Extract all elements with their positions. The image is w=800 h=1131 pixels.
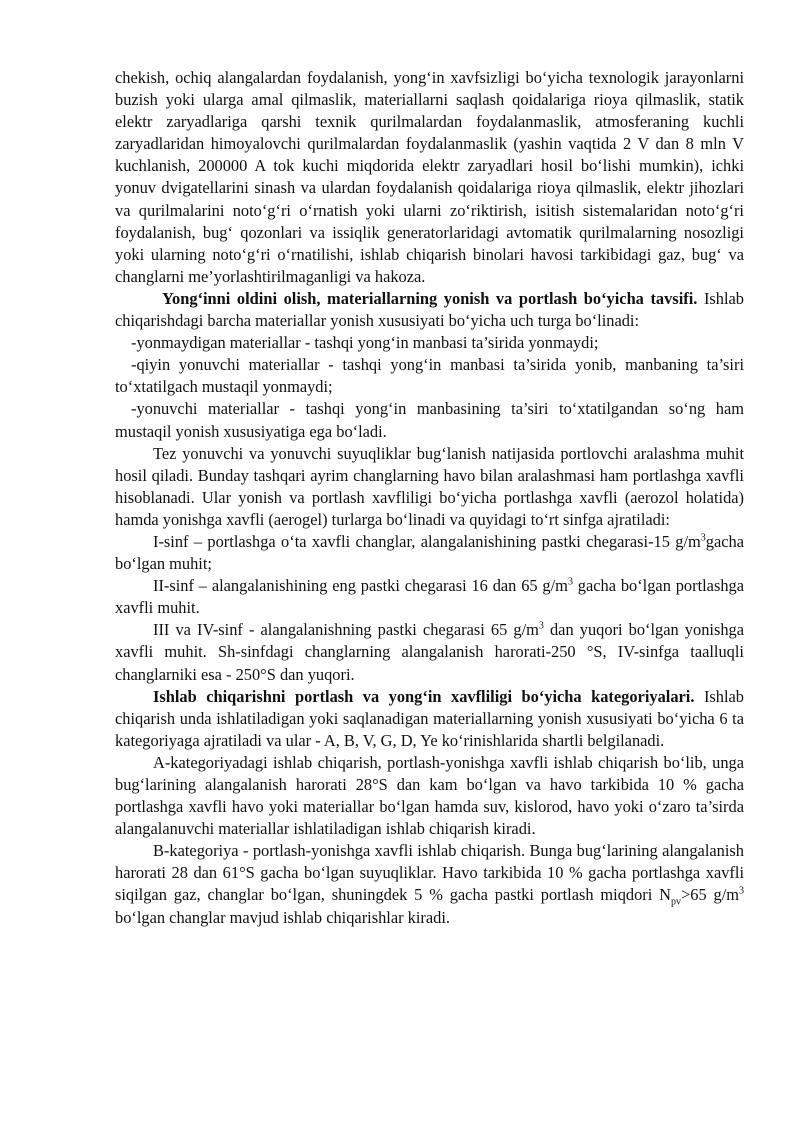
- class-item-3-tail: dan yuqori bo‘lgan yonishga xavfli muhit. Sh-sinfdagi changlarning alangalanish harorati-250 °S, IV-sinfga taalluqli changlarniki esa - 250°S dan yuqori.: [115, 620, 744, 684]
- category-b-text-2: >65 g/m: [681, 885, 739, 905]
- category-b-text: B-kategoriya - portlash-yonishga xavfli ishlab chiqarish. Bunga bug‘larining alangalanish harorati 28 dan 61°S gacha bo‘lgan suyuqliklar. Havo tarkibida 10 % gacha portlashga xavfli siqilgan gaz, changlar bo‘lgan, shuningdek 5 % gacha pastki portlash miqdori N: [115, 841, 744, 905]
- superscript: 3: [739, 886, 744, 897]
- class-item-2-text: II-sinf – alangalanishining eng pastki chegarasi 16 dan 65 g/m: [153, 576, 568, 596]
- section-heading-categories: Ishlab chiqarishni portlash va yong‘in xavfliligi bo‘yicha kategoriyalari.: [153, 686, 695, 706]
- paragraph-category-a: A-kategoriyadagi ishlab chiqarish, portlash-yonishga xavfli ishlab chiqarish bo‘lib, unga bug‘larining alangalanish harorati 28°S dan kam bo‘lgan va havo tarkibida 10 % gacha portlashga xavfli havo yoki materiallar bo‘lgan hamda suv, kislorod, havo yoki o‘zaro ta’sirda alangalanuvchi materiallar ishlatiladigan ishlab chiqarish kiradi.: [115, 752, 744, 839]
- list-item: -yonmaydigan materiallar - tashqi yong‘in manbasi ta’sirida yonmaydi;: [131, 333, 599, 353]
- section-heading-fire-prevention: Yong‘inni oldini olish, materiallarning yonish va portlash bo‘yicha tavsifi.: [162, 288, 698, 308]
- superscript: 3: [700, 532, 706, 544]
- class-item-2-tail: gacha bo‘lgan portlashga xavfli muhit.: [115, 576, 745, 618]
- paragraph-category-b: [115, 840, 744, 928]
- list-item: -yonuvchi materiallar - tashqi yong‘in manbasining ta’siri to‘xtatilgandan so‘ng ham mustaqil yonish xususiyatiga ega bo‘ladi.: [115, 399, 744, 441]
- category-b-tail: bo‘lgan changlar mavjud ishlab chiqarishlar kiradi.: [115, 907, 450, 927]
- class-item-1-tail: gacha bo‘lgan muhit;: [115, 531, 744, 574]
- paragraph-explosive-mixtures: Tez yonuvchi va yonuvchi suyuqliklar bug‘lanish natijasida portlovchi aralashma muhit hosil qiladi. Bunday tashqari ayrim changlarning havo bilan aralashmasi ham portlashga xavfli hisoblanadi. Ular yonish va portlash xavfliligi bo‘yicha portlashga xavfli (aerozol holatida) hamda yonishga xavfli (aerogel) turlarga bo‘linadi va quyidagi to‘rt sinfga ajratiladi:: [115, 443, 744, 529]
- paragraph-fire-prevention: [115, 288, 744, 332]
- paragraph-categories-text: Ishlab chiqarish unda ishlatiladigan yoki saqlanadigan materiallarning yonish xususiyati bo‘yicha 6 ta kategoriyaga ajratiladi va ular - A, B, V, G, D, Ye ko‘rinishlarida shartli belgilanadi.: [115, 686, 744, 750]
- list-item: -qiyin yonuvchi materiallar - tashqi yong‘in manbasi ta’sirida yonib, manbaning ta’siri to‘xtatilgach mustaqil yonmaydi;: [115, 355, 744, 397]
- class-item-1: [115, 531, 744, 575]
- paragraph-causes: chekish, ochiq alangalardan foydalanish, yong‘in xavfsizligi bo‘yicha texnologik jarayonlarni buzish yoki ularga amal qilmaslik, materiallarni saqlash qoidalariga rioya qilmaslik, statik elektr zaryadlariga qarshi texnik qurilmalardan foydalanmaslik, atmosferaning kuchli zaryadlaridan himoyalovchi qurilmalardan foydalanmaslik (yashin vaqtida 2 V dan 8 mln V kuchlanish, 200000 A tok kuchi miqdorida elektr zaryadlari hosil bo‘lishi mumkin), ichki yonuv dvigatellarini sinash va ulardan foydalanish qoidalariga rioya qilmaslik, elektr jihozlari va qurilmalarini noto‘g‘ri o‘rnatish yoki ularni zo‘riktirish, isitish sistemalaridan noto‘g‘ri foydalanish, bug‘ qozonlari va issiqlik generatorlaridagi avtomatik qurilmalarning nosozligi yoki ularning noto‘g‘ri o‘rnatilishi, ishlab chiqarish binolari havosi tarkibidagi gaz, bug‘ va changlarni me’yorlashtirilmaganligi va hakoza.: [115, 68, 744, 286]
- class-item-2: [115, 575, 744, 619]
- subscript: pv: [671, 896, 682, 908]
- class-item-3-text: III va IV-sinf - alangalanishning pastki chegarasi 65 g/m: [153, 620, 539, 640]
- class-item-1-text: I-sinf – portlashga o‘ta xavfli changlar, alangalanishining pastki chegarasi-15 g/m: [153, 531, 701, 551]
- paragraph-categories: [115, 686, 744, 752]
- paragraph-fire-prevention-text: Ishlab chiqarishdagi barcha materiallar yonish xususiyati bo‘yicha uch turga bo‘linadi:: [115, 288, 744, 331]
- superscript: 3: [538, 620, 544, 632]
- superscript: 3: [567, 576, 573, 588]
- class-item-3: [115, 619, 744, 685]
